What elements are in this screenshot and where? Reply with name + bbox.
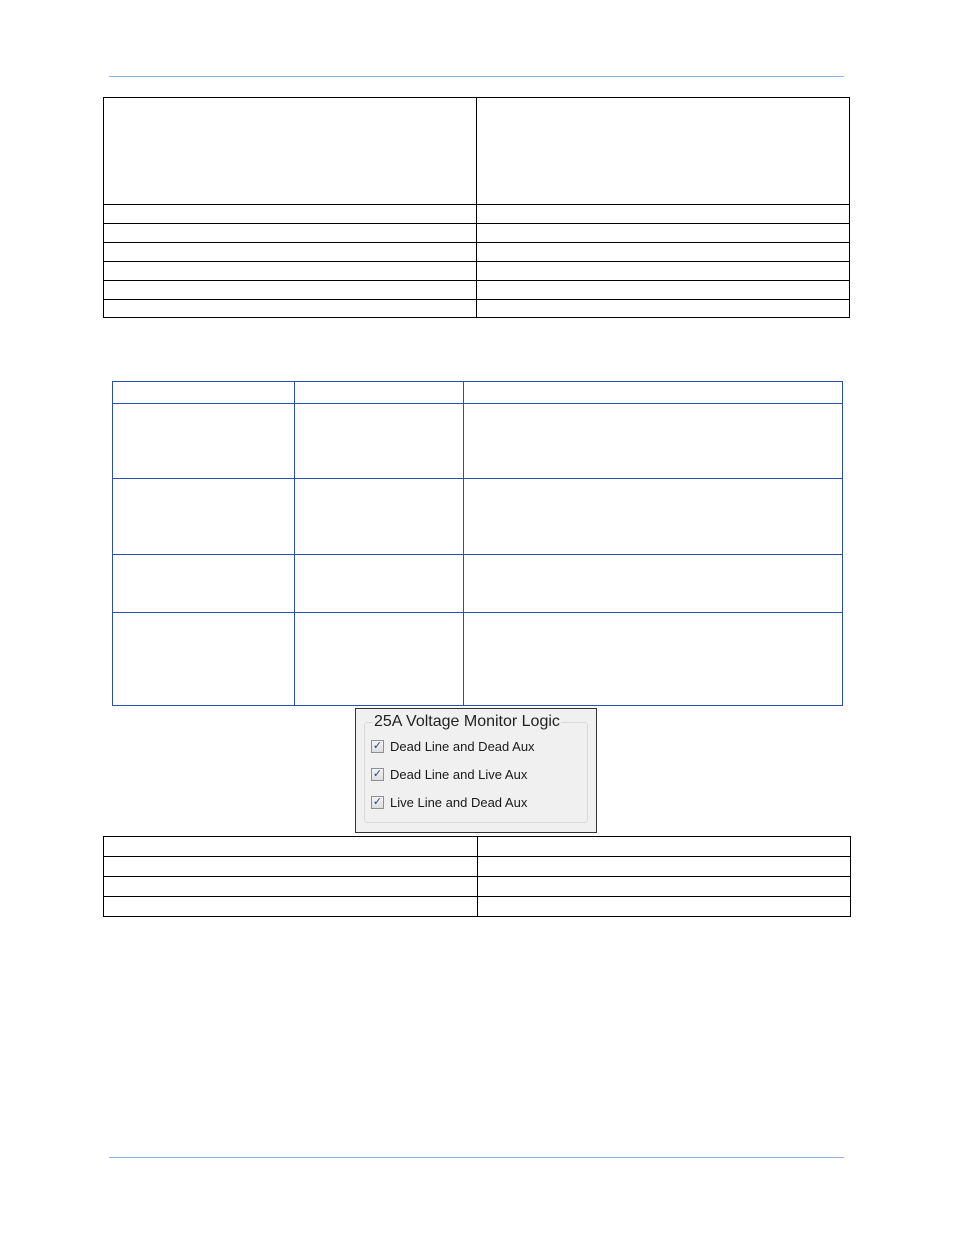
live-line-dead-aux-checkbox[interactable] <box>371 793 527 811</box>
dead-line-live-aux-checkbox[interactable] <box>371 765 527 783</box>
checkbox-label: Live Line and Dead Aux <box>390 794 528 810</box>
checkbox-label: Dead Line and Dead Aux <box>390 738 535 754</box>
table-row <box>104 300 850 318</box>
settings-table-1 <box>103 97 850 318</box>
table-row <box>104 837 851 857</box>
check-mark-icon[interactable]: ✓ <box>372 795 383 808</box>
table-row <box>104 205 850 224</box>
groupbox-title: 25A Voltage Monitor Logic <box>374 713 560 730</box>
settings-table-3 <box>103 836 851 917</box>
voltage-monitor-logic-panel <box>355 708 597 833</box>
footer-rule <box>109 1157 844 1158</box>
table-row <box>104 243 850 262</box>
header-rule <box>109 76 844 77</box>
table-row <box>104 281 850 300</box>
table-row <box>104 897 851 917</box>
table-row <box>104 877 851 897</box>
table-row <box>113 479 843 555</box>
check-mark-icon[interactable]: ✓ <box>372 739 383 752</box>
table-row <box>104 262 850 281</box>
check-mark-icon[interactable]: ✓ <box>372 767 383 780</box>
table-row <box>113 382 843 404</box>
table-row <box>104 224 850 243</box>
dead-line-dead-aux-checkbox[interactable] <box>371 737 535 755</box>
settings-table-2 <box>112 381 843 706</box>
table-row <box>113 404 843 479</box>
table-row <box>104 98 850 205</box>
table-row <box>113 555 843 613</box>
table-row <box>104 857 851 877</box>
checkbox-label: Dead Line and Live Aux <box>390 766 528 782</box>
table-row <box>113 613 843 706</box>
